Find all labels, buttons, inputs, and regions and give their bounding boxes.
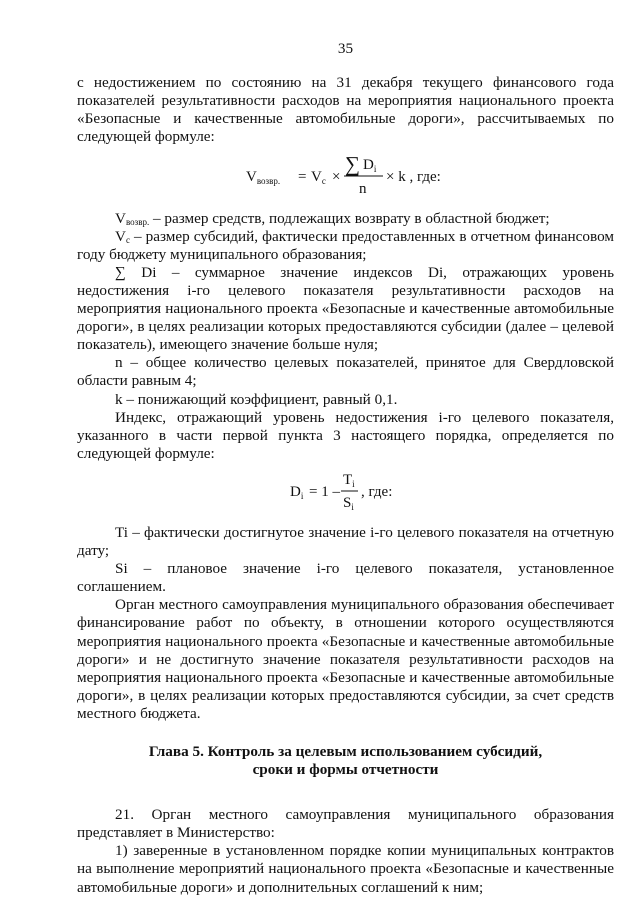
f2-lhs: D xyxy=(289,483,301,500)
f2-den-sub: i xyxy=(350,501,354,512)
definition-ti: Ti – фактически достигнутое значение i-го целевого показателя на отчетную дату; xyxy=(77,523,614,560)
f1-d: D xyxy=(362,157,374,174)
f2-tail: , где: xyxy=(360,483,392,500)
f2-lhs-sub: i xyxy=(300,490,303,501)
definition-sum-di: ∑ Di – суммарное значение индексов Di, отражающих уровень недостижения i-го целевого показателя результативности расходов на мероприятия национального проекта «Безопасные и качественные автомобильные дороги», в целях реализации которых предоставляются субсидии (далее – целевой показатель), имеющего значение больше нуля; xyxy=(77,263,614,354)
svg-text:Vc xyxy=(311,169,326,186)
chapter-heading xyxy=(77,743,614,779)
paragraph-21-item-1: 1) заверенные в установленном порядке копии муниципальных контрактов на выполнение мероприятий национального проекта «Безопасные и качественные автомобильные дороги» и дополнительных соглашений к ним; xyxy=(77,842,614,896)
svg-text:Vвозвр. xyxy=(246,169,280,186)
f1-v2-sub: c xyxy=(321,176,326,187)
formula-index xyxy=(77,469,614,518)
formula-index-svg xyxy=(290,469,402,513)
f2-eq: = 1 – xyxy=(308,483,340,500)
formula-return-amount xyxy=(77,152,614,203)
definition-n: n – общее количество целевых показателей, принятое для Свердловской области равным 4; xyxy=(77,354,614,390)
paragraph-index: Индекс, отражающий уровень недостижения i-го целевого показателя, указанного в части первой пункта 3 настоящего порядка, определяется по следующей формуле: xyxy=(77,408,614,462)
f1-lhs-sub: возвр. xyxy=(256,176,280,187)
svg-text:Ti xyxy=(343,472,355,489)
f1-times: × xyxy=(331,169,340,186)
page-number: 35 xyxy=(337,40,354,57)
formula-return-amount-svg xyxy=(246,152,446,198)
svg-text:Si xyxy=(343,495,354,512)
definition-v-c: $V_c$ – размер субсидий, фактически предоставленных в отчетном финансовом году бюджету муниципального образования; xyxy=(77,227,614,263)
f1-tail: × k , где: xyxy=(385,169,441,186)
f2-den: S xyxy=(342,494,351,511)
chapter-heading-line-1: Глава 5. Контроль за целевым использованием субсидий, xyxy=(148,743,543,760)
f1-sigma: ∑ xyxy=(344,152,360,177)
paragraph-intro: с недостижением по состоянию на 31 декабря текущего финансового года показателей результативности расходов на мероприятия национального проекта «Безопасные и качественные автомобильные дороги», рассчитываемых по следующей формуле: xyxy=(77,74,614,146)
paragraph-organ-funding: Орган местного самоуправления муниципального образования обеспечивает финансирование работ по объекту, в отношении которого осуществляются мероприятия национального проекта «Безопасные и качественные автомобильные дороги» и не достигнуто значение показателя результативности расходов на мероприятия национального проекта «Безопасные и качественные автомобильные дороги», в целях реализации которых предоставляются субсидии, за счет средств местного бюджета. xyxy=(77,596,614,722)
f1-denominator: n xyxy=(358,181,366,198)
chapter-heading-line-2: сроки и формы отчетности xyxy=(252,761,439,779)
definition-v-return: $V_{возвр.}$ – размер средств, подлежащих возврату в областной бюджет; xyxy=(115,209,550,227)
f1-v2: V xyxy=(310,169,322,186)
svg-text:Di xyxy=(290,484,304,501)
paragraph-21: 21. Орган местного самоуправления муниципального образования представляет в Министерство: xyxy=(77,806,614,842)
svg-text:Di xyxy=(363,157,377,174)
f1-eq: = xyxy=(297,169,306,186)
f2-num-sub: i xyxy=(351,478,355,489)
f1-lhs-var: V xyxy=(245,169,257,186)
f1-d-sub: i xyxy=(373,164,376,175)
f2-num: T xyxy=(342,471,352,488)
definition-k: k – понижающий коэффициент, равный 0,1. xyxy=(115,390,398,408)
definition-si: Si – плановое значение i-го целевого показателя, установленное соглашением. xyxy=(77,560,614,596)
